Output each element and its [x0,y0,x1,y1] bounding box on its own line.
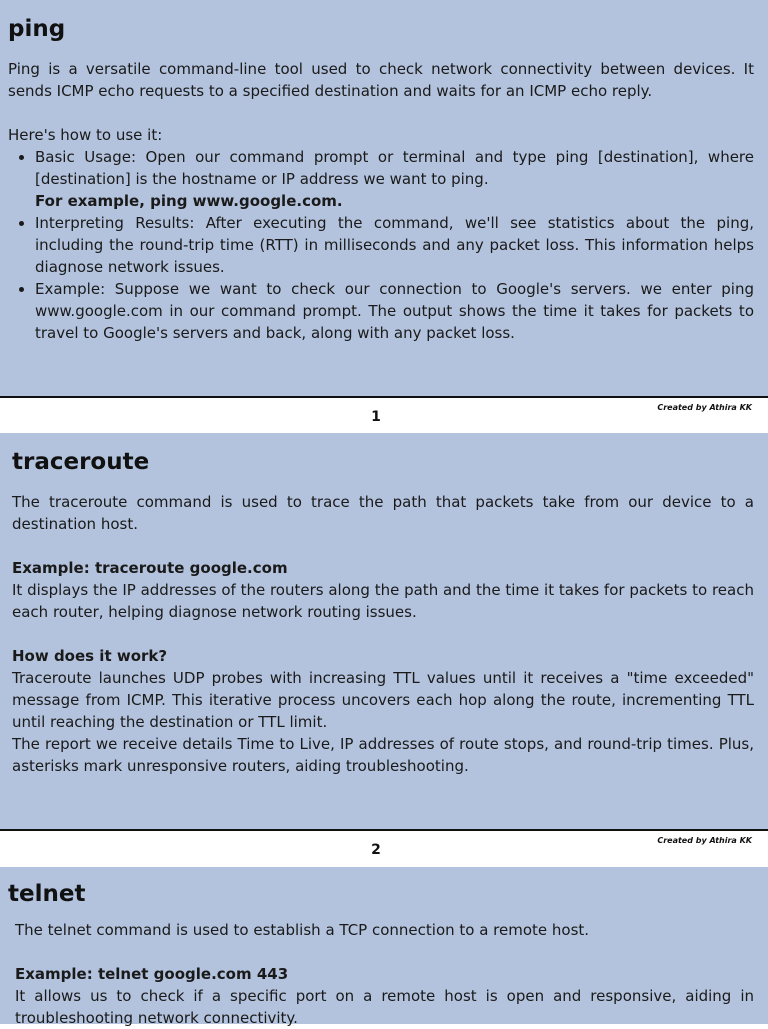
spacer [8,102,754,124]
ping-intro: Ping is a versatile command-line tool used to check network connectivity between devices. It sends ICMP echo requests to a specified destination and waits for an ICMP echo reply. [8,60,754,100]
page-footer [0,831,768,866]
ping-bullet-list [8,146,754,344]
telnet-intro: The telnet command is used to establish a TCP connection to a remote host. [15,921,590,939]
telnet-example-label: Example: telnet google.com 443 [15,965,289,983]
page-number: 2 [371,842,381,858]
traceroute-title: traceroute [12,449,150,475]
traceroute-example-label: Example: traceroute google.com [12,559,288,577]
traceroute-how-label: How does it work? [12,647,168,665]
telnet-section [0,867,768,1027]
telnet-example-desc: It allows us to check if a specific port on a remote host is open and responsive, aiding in troubleshooting network connectivity. [15,987,754,1027]
traceroute-section [0,433,768,829]
ping-bullet-interpreting-results: • Interpreting Results: After executing the command, we'll see statistics about the ping, including the round-trip time (RTT) in milliseconds and any packet loss. This information helps diagnose network issues. [35,212,754,278]
author-credit: Created by Athira KK [657,403,752,412]
ping-title: ping [8,16,66,42]
ping-bullet-example-usage: • Example: Suppose we want to check our connection to Google's servers. we enter ping www.google.com in our command prompt. The output shows the time it takes for packets to travel to Google's servers and back, along with any packet loss. [35,278,754,344]
ping-bullet-basic-usage-text: Basic Usage: Open our command prompt or terminal and type ping [destination], where [destination] is the hostname or IP address we want to ping. [35,148,754,188]
ping-how-to: Here's how to use it: [8,126,163,144]
page-footer [0,398,768,433]
telnet-title: telnet [8,881,86,907]
page-number: 1 [371,409,381,425]
author-credit: Created by Athira KK [657,836,752,845]
traceroute-intro: The traceroute command is used to trace the path that packets take from our device to a destination host. [12,493,754,533]
spacer [12,623,754,645]
traceroute-example-desc: It displays the IP addresses of the routers along the path and the time it takes for packets to reach each router, helping diagnose network routing issues. [12,581,754,621]
ping-bullet-basic-usage [35,146,754,212]
spacer [12,535,754,557]
traceroute-report-desc: The report we receive details Time to Live, IP addresses of route stops, and round-trip times. Plus, asterisks mark unresponsive routers, aiding troubleshooting. [12,735,754,775]
ping-section [0,0,768,396]
telnet-body [8,919,754,1029]
spacer [15,941,754,963]
ping-bullet-example: For example, ping www.google.com. [35,192,343,210]
traceroute-how-desc: Traceroute launches UDP probes with increasing TTL values until it receives a "time exceeded" message from ICMP. This iterative process uncovers each hop along the route, incrementing TTL until reaching the destination or TTL limit. [12,669,754,731]
